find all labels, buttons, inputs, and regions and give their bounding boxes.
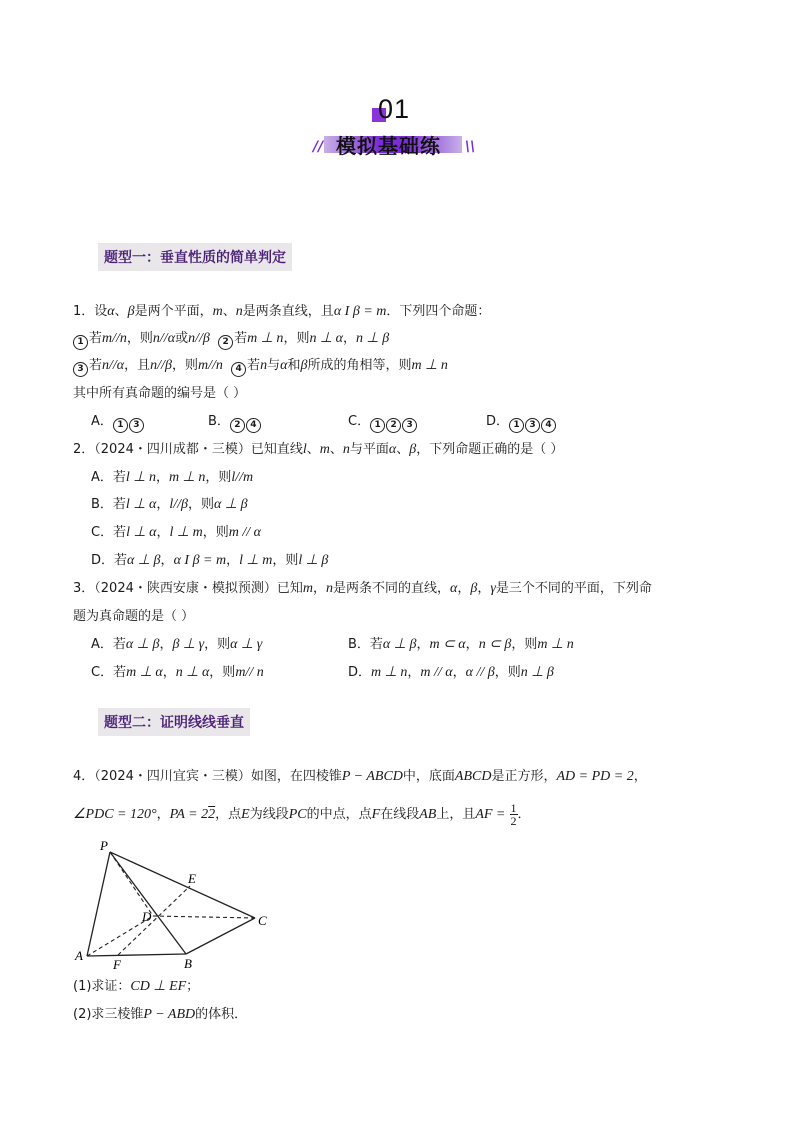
label-C: C [258, 913, 267, 928]
sqrt-radicand: 2 [208, 807, 216, 822]
circled-number-4: 4 [231, 362, 246, 377]
section-deco-left: // [313, 139, 324, 155]
circled-number-3: 3 [73, 362, 88, 377]
q1-option-d: D． 1 3 4 [486, 413, 557, 433]
q1-option-a: A． 1 3 [91, 413, 145, 433]
fraction-one-half: $\frac{1}{2}$ [510, 801, 517, 828]
label-E: E [188, 871, 196, 886]
circled-number-2: 2 [218, 335, 233, 350]
q1-statements-row2: 3 若n//α，且n//β，则m//n 4 若n与α和β所成的角相等，则m ⊥ n [73, 357, 448, 377]
type2-tag: 题型二：证明线线垂直 [98, 708, 250, 736]
q1-prompt: 其中所有真命题的编号是（ ） [73, 386, 247, 401]
label-F: F [113, 957, 121, 972]
q1-stem: 1．设α、β是两个平面，m、n是两条直线，且α I β = m．下列四个命题： [73, 304, 491, 319]
q2-option-d: D．若α ⊥ β，α I β = m，l ⊥ m，则l ⊥ β [91, 553, 329, 568]
q2-option-a: A．若l ⊥ n，m ⊥ n，则l//m [91, 470, 254, 485]
label-B: B [184, 956, 192, 971]
q3-stem-line2: 题为真命题的是（ ） [73, 609, 195, 624]
q3-option-b: B．若α ⊥ β，m ⊂ α，n ⊂ β，则m ⊥ n [348, 637, 574, 652]
q4-sub2: (2)求三棱锥P − ABD的体积． [73, 1007, 248, 1022]
circled-number-1: 1 [73, 335, 88, 350]
section-number: 01 [378, 94, 411, 124]
q2-stem: 2．（2024・四川成都・三模）已知直线l、m、n与平面α、β，下列命题正确的是（ ） [73, 442, 564, 457]
q2-option-b: B．若l ⊥ α，l//β，则α ⊥ β [91, 497, 248, 512]
edge-PA [87, 852, 110, 956]
edge-PC [110, 852, 255, 918]
edge-AB [87, 954, 186, 956]
q4-sub1: (1)求证：CD ⊥ EF； [73, 979, 200, 994]
q1-statements-row1: 1 若m//n，则n//α或n//β 2 若m ⊥ n，则n ⊥ α，n ⊥ β [73, 330, 389, 350]
q1-option-c: C． 1 2 3 [348, 413, 418, 433]
q2-option-c: C．若l ⊥ α，l ⊥ m，则m // α [91, 525, 261, 540]
q4-line1: 4．（2024・四川宜宾・三模）如图，在四棱锥P − ABCD中，底面ABCD是正方形，AD = PD = 2， [73, 769, 647, 784]
q3-option-c: C．若m ⊥ α，n ⊥ α，则m// n [91, 665, 264, 680]
label-P: P [100, 838, 108, 853]
type1-tag: 题型一：垂直性质的简单判定 [98, 243, 292, 271]
edge-PB [110, 852, 186, 954]
edge-DC [153, 916, 255, 918]
section-title: 模拟基础练 [336, 134, 441, 158]
pyramid-figure [70, 836, 280, 976]
q4-line2: ∠PDC = 120°，PA = 22，点E为线段PC的中点，点F在线段AB上，且AF = $\frac{1}{2}$ ． [73, 801, 531, 828]
section-deco-right: \\ [465, 139, 476, 155]
q3-stem-line1: 3．（2024・陕西安康・模拟预测）已知m，n是两条不同的直线，α，β，γ是三个不同的平面，下列命 [73, 581, 652, 596]
label-A: A [75, 948, 83, 963]
q3-option-a: A．若α ⊥ β，β ⊥ γ，则α ⊥ γ [91, 637, 263, 652]
q3-option-d: D．m ⊥ n，m // α，α // β，则n ⊥ β [348, 665, 554, 680]
edge-BC [186, 918, 255, 954]
q1-option-b: B． 2 4 [208, 413, 262, 433]
label-D: D [142, 909, 152, 924]
